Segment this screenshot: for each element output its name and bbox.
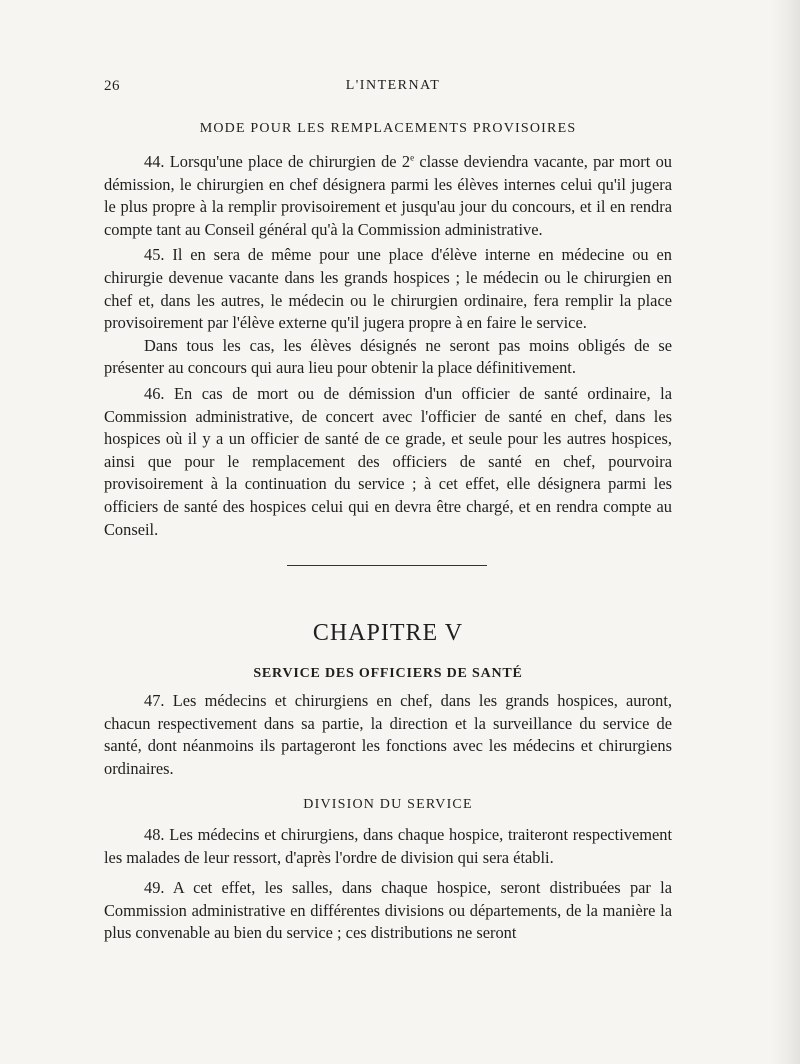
text-block-provisional bbox=[104, 151, 672, 541]
article-46: 46. En cas de mort ou de démission d'un officier de santé ordinaire, la Commission administrative, de concert avec l'officier de santé en chef, dans les hospices où il y a un officier de santé de ce grade, et seule pour les autres hospices, ainsi que pour le remplacement des officiers de santé en chef, pourvoira provisoirement à la continuation du service ; à cet effet, elle désignera parmi les officiers de santé des hospices celui qui en devra être chargé, et en rendra compte au Conseil. bbox=[104, 383, 672, 539]
text-block-chapter bbox=[104, 690, 672, 780]
scan-shadow bbox=[770, 0, 800, 1064]
article-44: 44. Lorsqu'une place de chirurgien de 2e classe deviendra vacante, par mort ou démission, le chirurgien en chef désignera parmi les élèves internes celui qu'il jugera le plus propre à la remplir provisoirement et jusqu'au jour du concours, et il en rendra compte tant au Conseil général qu'à la Commission administrative. bbox=[104, 152, 672, 239]
article-47: 47. Les médecins et chirurgiens en chef, dans les grands hospices, auront, chacun respectivement dans sa partie, la direction et la surveillance du service de santé, dont néanmoins ils partageront les fonctions avec les médecins et chirurgiens ordinaires. bbox=[104, 691, 672, 778]
section-divider bbox=[287, 565, 487, 566]
chapter-title: CHAPITRE V bbox=[312, 620, 464, 646]
article-45: 45. Il en sera de même pour une place d'élève interne en médecine ou en chirurgie devenue vacante dans les grands hospices ; le médecin ou le chirurgien en chef et, dans les autres, le médecin ou le chirurgien ordinaire, fera remplir la place provisoirement par l'élève externe qu'il jugera propre à en faire le service. bbox=[104, 245, 672, 333]
article-49: 49. A cet effet, les salles, dans chaque hospice, seront distribuées par la Commission administrative en différentes divisions ou départements, de la manière la plus convenable au bien du service ; ces distributions ne seront bbox=[104, 878, 672, 943]
section-heading-provisional: MODE POUR LES REMPLACEMENTS PROVISOIRES bbox=[199, 121, 577, 136]
chapter-subtitle: SERVICE DES OFFICIERS DE SANTÉ bbox=[253, 666, 523, 681]
section-heading-division: DIVISION DU SERVICE bbox=[303, 797, 473, 812]
article-45-continuation: Dans tous les cas, les élèves désignés ne seront pas moins obligés de se présenter au concours qui aura lieu pour obtenir la place définitivement. bbox=[104, 335, 672, 378]
article-48: 48. Les médecins et chirurgiens, dans chaque hospice, traiteront respectivement les malades de leur ressort, d'après l'ordre de division qui sera établi. bbox=[104, 825, 672, 867]
page-number: 26 bbox=[104, 78, 120, 94]
running-title: L'INTERNAT bbox=[345, 78, 441, 93]
text-block-division bbox=[104, 824, 672, 945]
running-head bbox=[104, 78, 672, 100]
